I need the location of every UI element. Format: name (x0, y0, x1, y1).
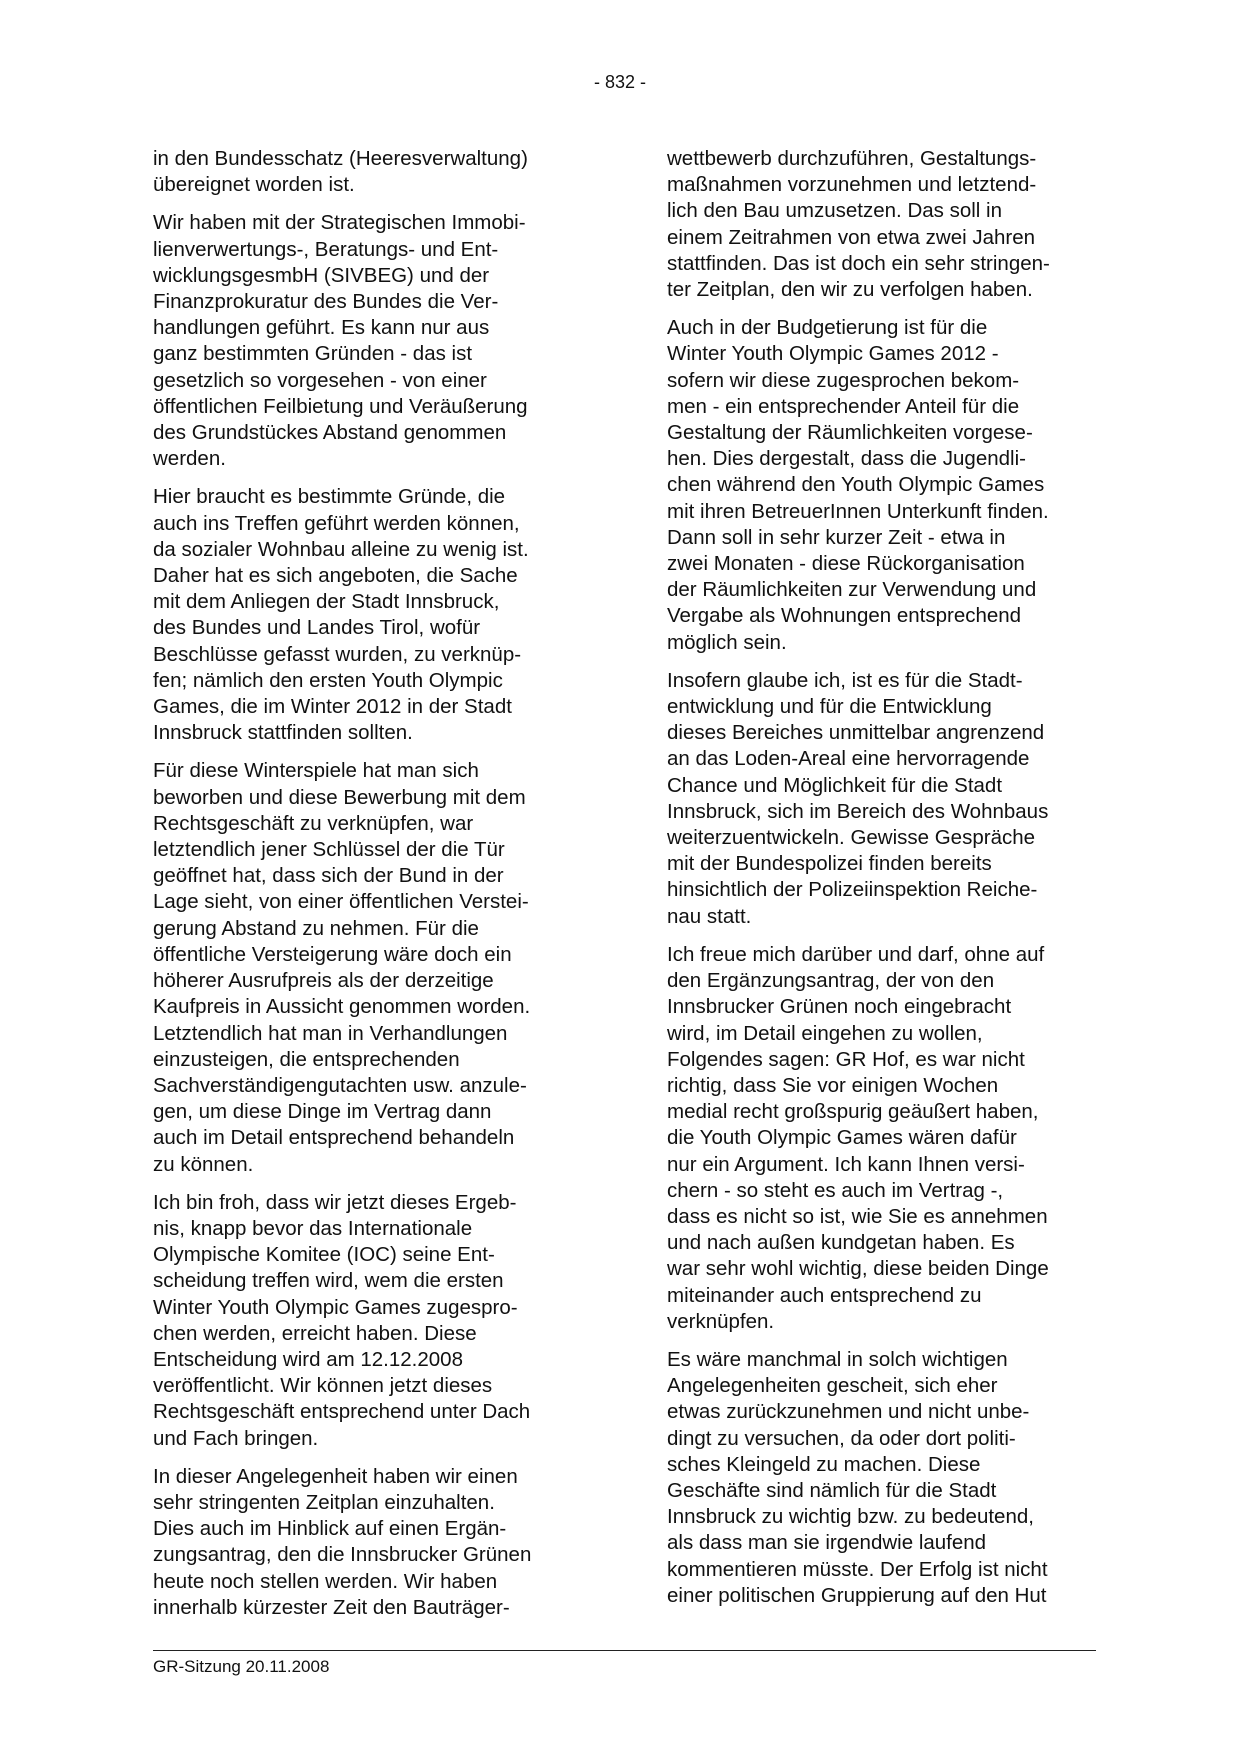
paragraph: Ich freue mich darüber und darf, ohne auf den Ergänzungsantrag, der von den Innsbrucker Grünen noch eingebracht wird, im Detail eingehen zu wollen, Folgendes sagen: GR Hof, es war nicht richtig, dass Sie vor einigen Wochen medial recht großspurig geäußert haben, die Youth Olympic Games wären dafür nur ein Argument. Ich kann Ihnen versi- chern - so steht es auch im Vertrag -, dass es nicht so ist, wie Sie es annehmen und nach außen kundgetan haben. Es war sehr wohl wichtig, diese beiden Dinge miteinander auch entsprechend zu verknüpfen. (667, 942, 1049, 1333)
paragraph: Ich bin froh, dass wir jetzt dieses Ergeb- nis, knapp bevor das Internationale Olympische Komitee (IOC) seine Ent- scheidung treffen wird, wem die ersten Winter Youth Olympic Games zugespro- chen werden, erreicht haben. Diese Entscheidung wird am 12.12.2008 veröffentlicht. Wir können jetzt dieses Rechtsgeschäft entsprechend unter Dach und Fach bringen. (153, 1190, 531, 1450)
left-column (153, 146, 588, 1633)
paragraph: Für diese Winterspiele hat man sich beworben und diese Bewerbung mit dem Rechtsgeschäft zu verknüpfen, war letztendlich jener Schlüssel der die Tür geöffnet hat, dass sich der Bund in der Lage sieht, von einer öffentlichen Verstei- gerung Abstand zu nehmen. Für die öffentliche Versteigerung wäre doch ein höherer Ausrufpreis als der derzeitige Kaufpreis in Aussicht genommen worden. Letztendlich hat man in Verhandlungen einzusteigen, die entsprechenden Sachverständigengutachten usw. anzule- gen, um diese Dinge im Vertrag dann auch im Detail entsprechend behandeln zu können. (153, 759, 531, 1176)
paragraph: Insofern glaube ich, ist es für die Stadt- entwicklung und für die Entwicklung dieses Bereiches unmittelbar angrenzend an das Loden-Areal eine hervorragende Chance und Möglichkeit für die Stadt Innsbruck, sich im Bereich des Wohnbaus weiterzuentwickeln. Gewisse Gespräche mit der Bundespolizei finden bereits hinsichtlich der Polizeiinspektion Reiche- nau statt. (667, 668, 1049, 928)
footer-session-label: GR-Sitzung 20.11.2008 (153, 1657, 330, 1676)
paragraph: in den Bundesschatz (Heeresverwaltung) übereignet worden ist. (153, 147, 528, 197)
footer-divider (153, 1650, 1096, 1651)
page-number: - 832 - (593, 72, 647, 92)
paragraph: In dieser Angelegenheit haben wir einen sehr stringenten Zeitplan einzuhalten. Dies auch im Hinblick auf einen Ergän- zungsantrag, den die Innsbrucker Grünen heute noch stellen werden. Wir haben innerhalb kürzester Zeit den Bauträger- (153, 1464, 532, 1619)
paragraph: Auch in der Budgetierung ist für die Winter Youth Olympic Games 2012 - sofern wir diese zugesprochen bekom- men - ein entsprechender Anteil für die Gestaltung der Räumlichkeiten vorgese- hen. Dies dergestalt, dass die Jugendli- chen während den Youth Olympic Games mit ihren BetreuerInnen Unterkunft finden. Dann soll in sehr kurzer Zeit - etwa in zwei Monaten - diese Rückorganisation der Räumlichkeiten zur Verwendung und Vergabe als Wohnungen entsprechend möglich sein. (667, 316, 1049, 654)
right-column (667, 146, 1102, 1621)
paragraph: wettbewerb durchzuführen, Gestaltungs- maßnahmen vorzunehmen und letztend- lich den Bau umzusetzen. Das soll in einem Zeitrahmen von etwa zwei Jahren stattfinden. Das ist doch ein sehr stringen- ter Zeitplan, den wir zu verfolgen haben. (667, 147, 1050, 302)
paragraph: Wir haben mit der Strategischen Immobi- lienverwertungs-, Beratungs- und Ent- wicklungsgesmbH (SIVBEG) und der Finanzprokuratur des Bundes die Ver- handlungen geführt. Es kann nur aus ganz bestimmten Gründen - das ist gesetzlich so vorgesehen - von einer öffentlichen Feilbietung und Veräußerung des Grundstückes Abstand genommen werden. (153, 211, 528, 471)
paragraph: Es wäre manchmal in solch wichtigen Angelegenheiten gescheit, sich eher etwas zurückzunehmen und nicht unbe- dingt zu versuchen, da oder dort politi- sches Kleingeld zu machen. Diese Geschäfte sind nämlich für die Stadt Innsbruck zu wichtig bzw. zu bedeutend, als dass man sie irgendwie laufend kommentieren müsste. Der Erfolg ist nicht einer politischen Gruppierung auf den Hut (667, 1347, 1048, 1607)
paragraph: Hier braucht es bestimmte Gründe, die auch ins Treffen geführt werden können, da sozialer Wohnbau alleine zu wenig ist. Daher hat es sich angeboten, die Sache mit dem Anliegen der Stadt Innsbruck, des Bundes und Landes Tirol, wofür Beschlüsse gefasst wurden, zu verknüp- fen; nämlich den ersten Youth Olympic Games, die im Winter 2012 in der Stadt Innsbruck stattfinden sollten. (153, 485, 529, 745)
